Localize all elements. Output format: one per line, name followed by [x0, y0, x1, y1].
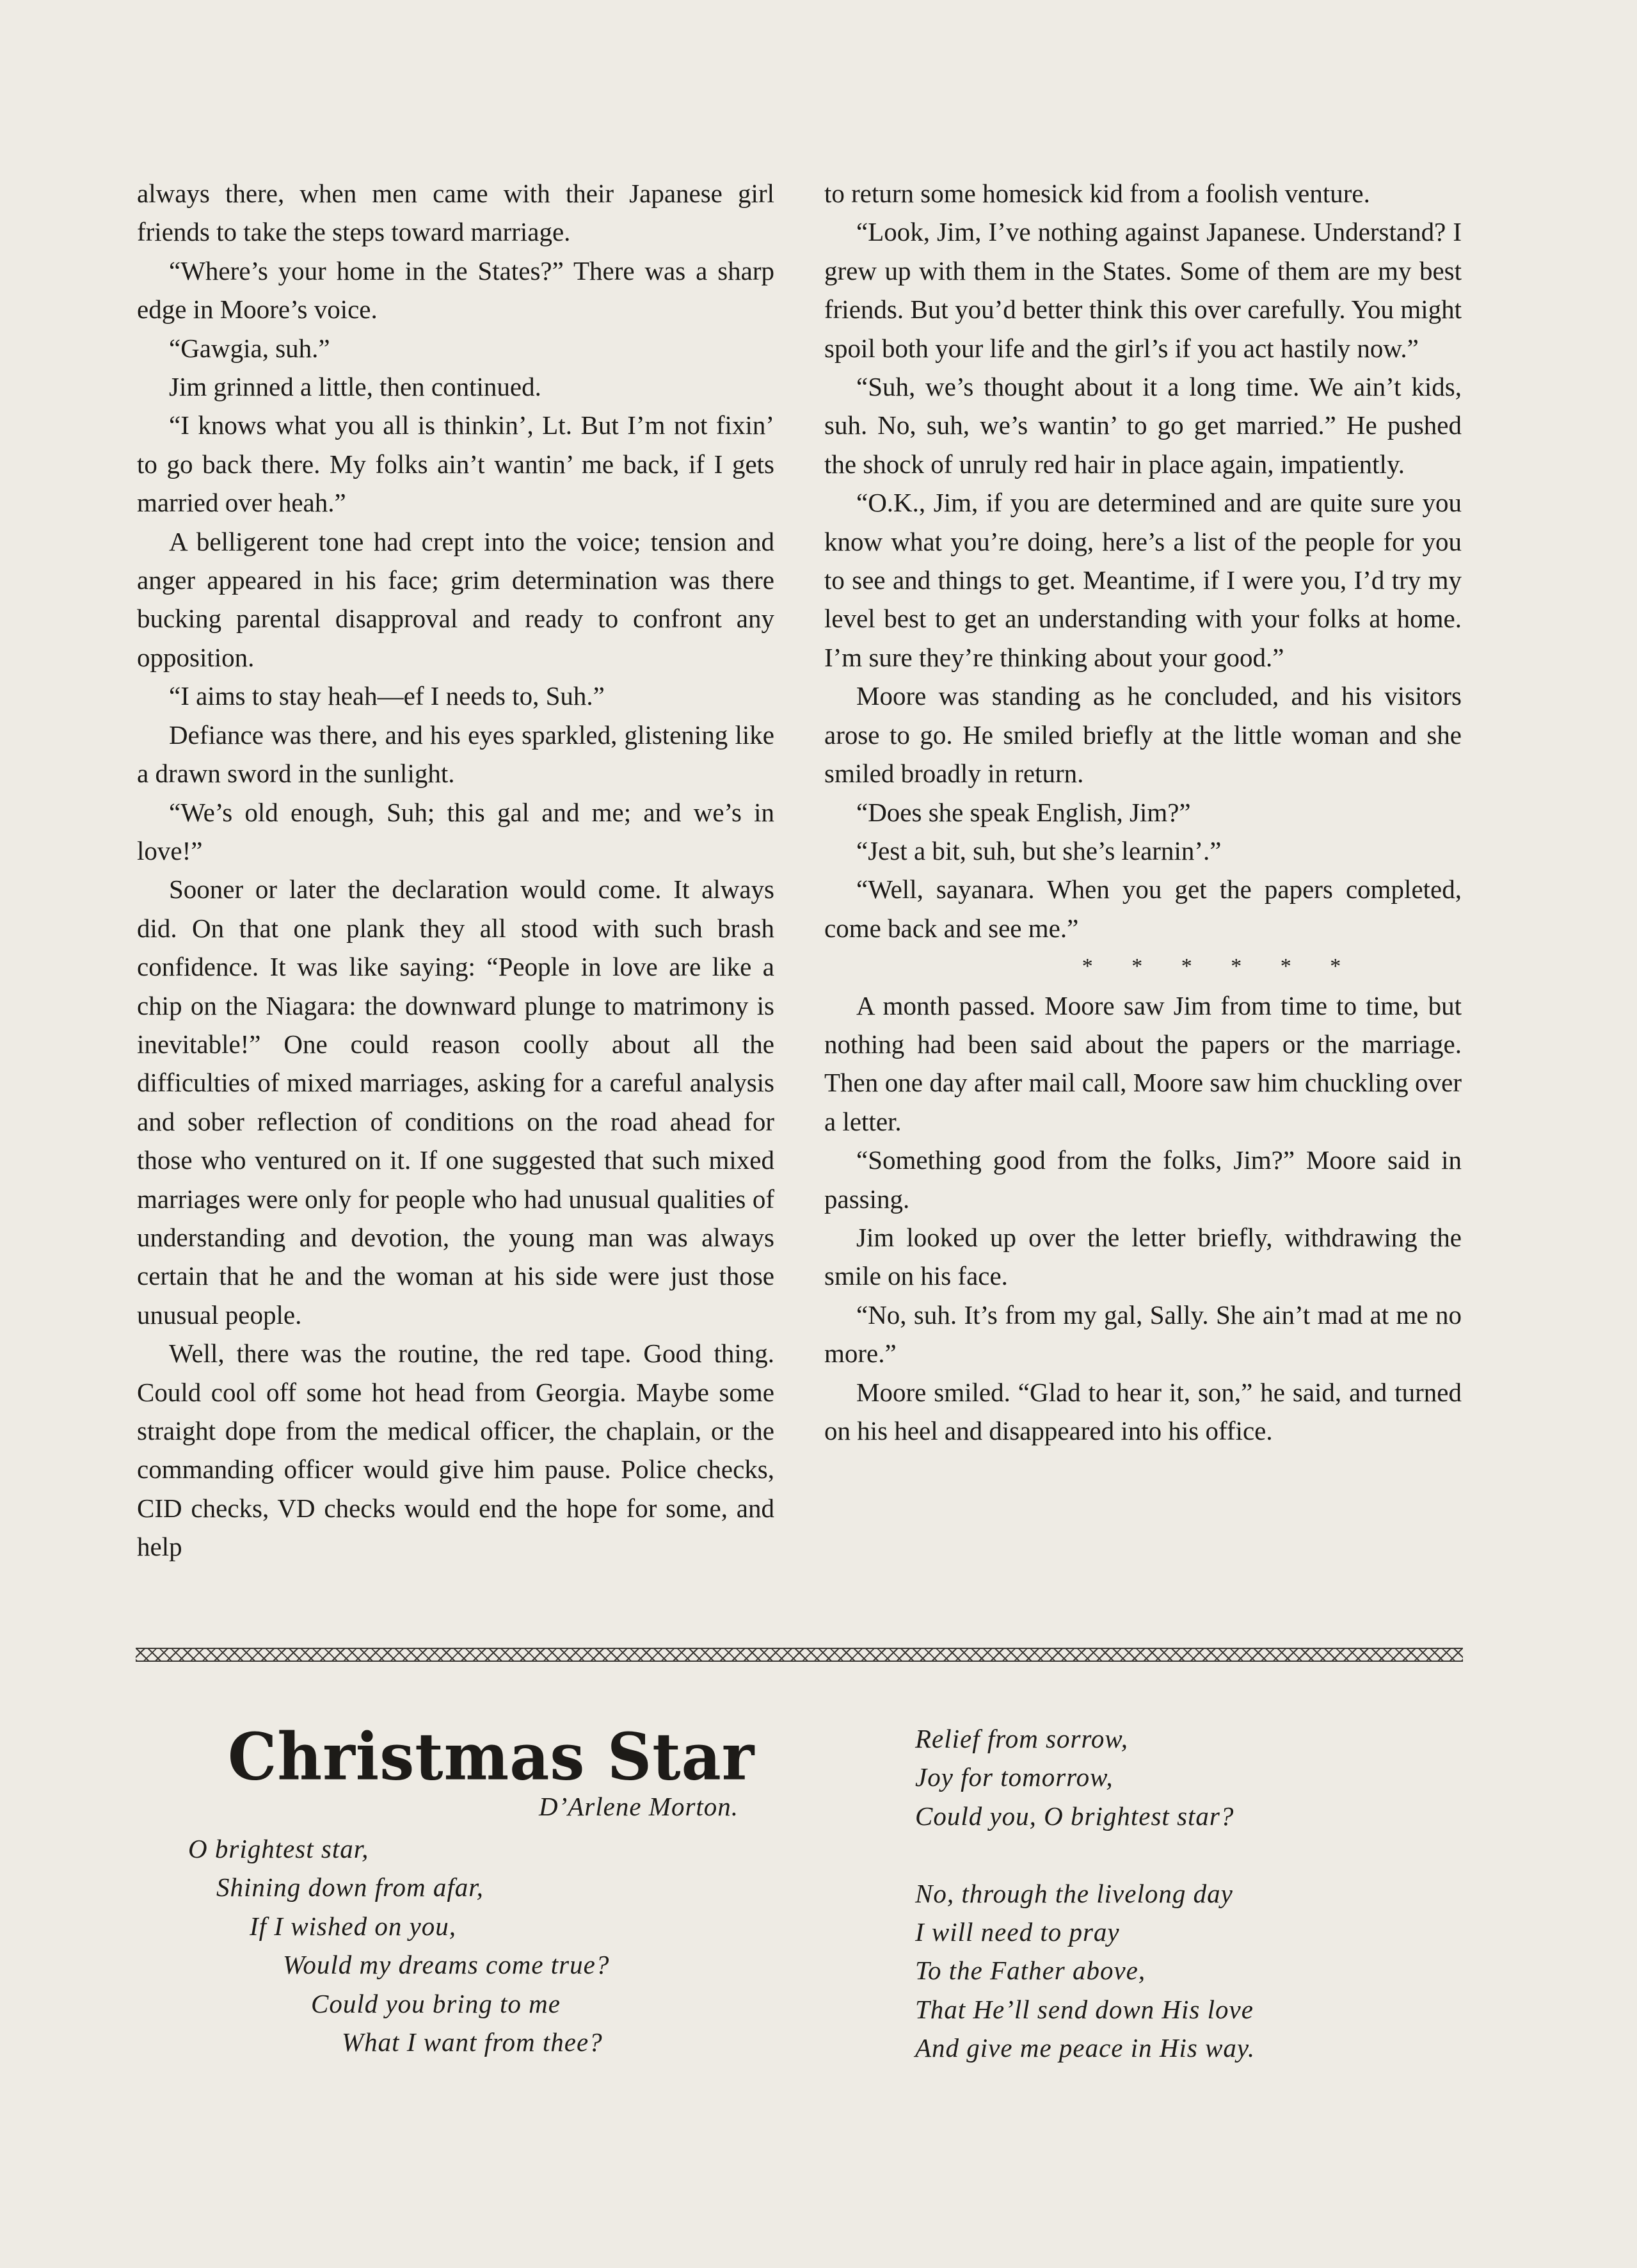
paragraph: Well, there was the routine, the red tape. Good thing. Could cool off some hot head from Georgia. Maybe some straight dope from the medical officer, the chaplain, or the commanding officer would give him pause. Police checks, CID checks, VD checks would end the hope for some, and help — [137, 1339, 774, 1562]
verse-line: I will need to pray — [915, 1917, 1120, 1947]
paragraph: “Look, Jim, I’ve nothing against Japanese. Understand? I grew up with them in the States. Some of them are my best friends. But you’d better think this over carefully. You might spoil both your life and the girl’s if you act hastily now.” — [824, 217, 1462, 363]
poem-stanza-1 — [188, 1830, 609, 2061]
ornamental-divider — [136, 1648, 1463, 1662]
verse-line: What I want from thee? — [342, 2027, 603, 2057]
story-column-left — [137, 174, 774, 1566]
story-text — [137, 174, 1462, 1566]
verse-line: O brightest star, — [188, 1834, 369, 1863]
paragraph: “Something good from the folks, Jim?” Moore said in passing. — [824, 1145, 1462, 1214]
paragraph: A month passed. Moore saw Jim from time to time, but nothing had been said about the papers or the marriage. Then one day after mail call, Moore saw him chuckling over a letter. — [824, 990, 1462, 1136]
verse-line: Joy for tomorrow, — [915, 1762, 1114, 1792]
paragraph: “Gawgia, suh.” — [169, 333, 330, 363]
paragraph: Defiance was there, and his eyes sparkled, glistening like a drawn sword in the sunlight. — [137, 720, 774, 789]
verse-line: Relief from sorrow, — [915, 1724, 1128, 1753]
paragraph: “Where’s your home in the States?” There was a sharp edge in Moore’s voice. — [137, 255, 774, 325]
verse-line: No, through the livelong day — [915, 1878, 1233, 1908]
paragraph: Sooner or later the declaration would come. It always did. On that one plank they all stood with such brash confidence. It was like saying: “People in love are like a chip on the Niagara: the downward plunge to matrimony is inevitable!” One could reason coolly about all the difficulties of mixed marriages, asking for a careful analysis and sober reflection of conditions on the road ahead for those who ventured on it. If one suggested that such mixed marriages were only for people who had unusual qualities of understanding and devotion, the young man was always certain that he and the woman at his side were just those unusual people. — [137, 874, 774, 1330]
poem-stanza-2 — [915, 1719, 1255, 2068]
paragraph: “Well, sayanara. When you get the papers completed, come back and see me.” — [824, 874, 1462, 943]
paragraph: Moore smiled. “Glad to hear it, son,” he said, and turned on his heel and disappeared into his office. — [824, 1377, 1462, 1445]
paragraph: always there, when men came with their Japanese girl friends to take the steps toward marriage. — [137, 179, 774, 247]
paragraph: “We’s old enough, Suh; this gal and me; and we’s in love!” — [137, 797, 774, 865]
verse-line: Shining down from afar, — [216, 1872, 484, 1902]
verse-line: Could you bring to me — [311, 1988, 561, 2018]
paragraph: “Suh, we’s thought about it a long time. We ain’t kids, suh. No, suh, we’s wantin’ to go get married.” He pushed the shock of unruly red hair in place again, impatiently. — [824, 372, 1462, 479]
paragraph: “Jest a bit, suh, but she’s learnin’.” — [856, 835, 1222, 865]
paragraph: “O.K., Jim, if you are determined and are quite sure you know what you’re doing, here’s a list of the people for you to see and things to get. Meantime, if I were you, I’d try my level best to get an understanding with your folks at home. I’m sure they’re thinking about your good.” — [824, 488, 1462, 672]
verse-line: That He’ll send down His love — [915, 1994, 1254, 2024]
verse-line: And give me peace in His way. — [915, 2033, 1256, 2063]
paragraph: Jim looked up over the letter briefly, withdrawing the smile on his face. — [824, 1222, 1462, 1291]
paragraph: A belligerent tone had crept into the voice; tension and anger appeared in his face; grim determination was there bucking parental disapproval and ready to confront any opposition. — [137, 526, 774, 672]
poem-author: D’Arlene Morton. — [539, 1792, 739, 1821]
verse-line: Could you, O brightest star? — [915, 1801, 1234, 1831]
paragraph: “Does she speak English, Jim?” — [856, 797, 1191, 827]
story-column-right — [824, 174, 1462, 1566]
stanza-gap — [915, 1835, 1255, 1874]
paragraph: Moore was standing as he concluded, and his visitors arose to go. He smiled briefly at the little woman and she smiled broadly in return. — [824, 681, 1462, 789]
verse-line: To the Father above, — [915, 1956, 1146, 1986]
poem-title: Christmas Star — [228, 1719, 755, 1795]
verse-line: If I wished on you, — [250, 1911, 457, 1941]
paragraph: Jim grinned a little, then continued. — [169, 372, 541, 402]
verse-line: Would my dreams come true? — [283, 1950, 610, 1980]
section-break: * * * * * * — [1082, 954, 1358, 979]
paragraph: “I aims to stay heah—ef I needs to, Suh.” — [169, 681, 605, 711]
paragraph: “I knows what you all is thinkin’, Lt. But I’m not fixin’ to go back there. My folks ain’t wantin’ me back, if I gets married over heah.” — [137, 410, 774, 518]
paragraph: to return some homesick kid from a foolish venture. — [824, 179, 1370, 208]
paragraph: “No, suh. It’s from my gal, Sally. She ain’t mad at me no more.” — [824, 1299, 1462, 1369]
